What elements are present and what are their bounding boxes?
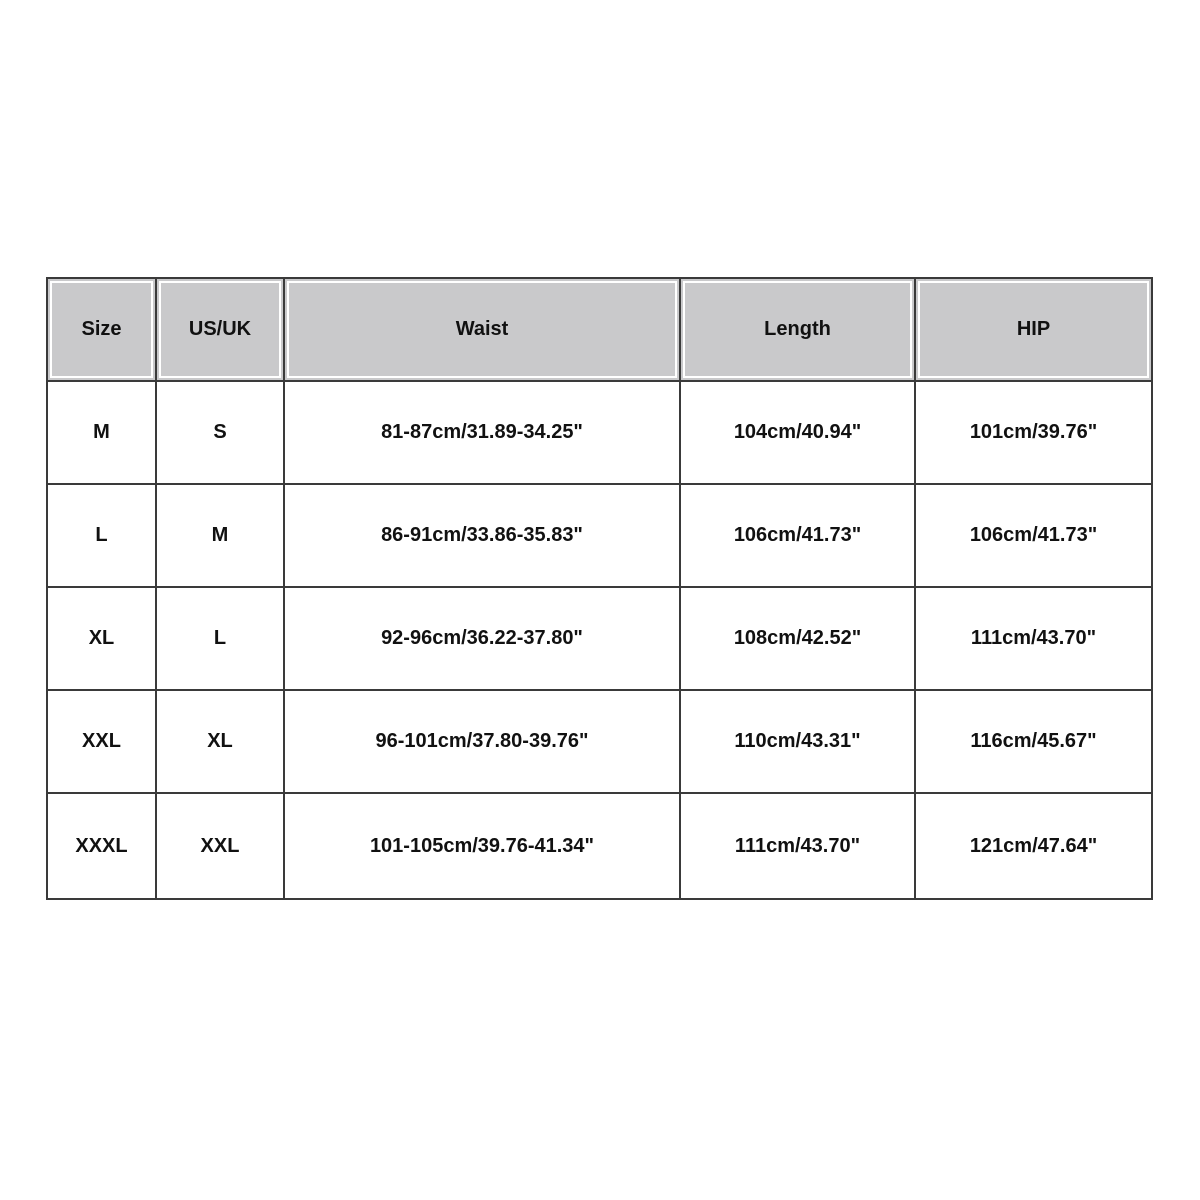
table-row [47,587,1152,690]
cell-size: XXXL [47,793,156,899]
cell-length: 111cm/43.70" [680,793,915,899]
table-row [47,690,1152,793]
cell-length: 106cm/41.73" [680,484,915,587]
cell-hip: 111cm/43.70" [915,587,1152,690]
cell-waist: 81-87cm/31.89-34.25" [284,381,680,484]
header-waist: Waist [284,278,680,381]
cell-waist: 92-96cm/36.22-37.80" [284,587,680,690]
cell-us-uk: XXL [156,793,284,899]
table-row [47,793,1152,899]
table-row [47,381,1152,484]
cell-hip: 116cm/45.67" [915,690,1152,793]
cell-waist: 101-105cm/39.76-41.34" [284,793,680,899]
cell-size: L [47,484,156,587]
cell-size: XXL [47,690,156,793]
cell-length: 110cm/43.31" [680,690,915,793]
cell-us-uk: M [156,484,284,587]
header-us-uk: US/UK [156,278,284,381]
header-size: Size [47,278,156,381]
table-row [47,484,1152,587]
header-length: Length [680,278,915,381]
cell-hip: 106cm/41.73" [915,484,1152,587]
cell-length: 104cm/40.94" [680,381,915,484]
cell-size: XL [47,587,156,690]
size-chart-table [46,277,1153,900]
cell-length: 108cm/42.52" [680,587,915,690]
cell-hip: 121cm/47.64" [915,793,1152,899]
cell-waist: 86-91cm/33.86-35.83" [284,484,680,587]
cell-waist: 96-101cm/37.80-39.76" [284,690,680,793]
cell-us-uk: L [156,587,284,690]
header-hip: HIP [915,278,1152,381]
cell-size: M [47,381,156,484]
table-header-row [47,278,1152,381]
cell-us-uk: S [156,381,284,484]
cell-us-uk: XL [156,690,284,793]
cell-hip: 101cm/39.76" [915,381,1152,484]
